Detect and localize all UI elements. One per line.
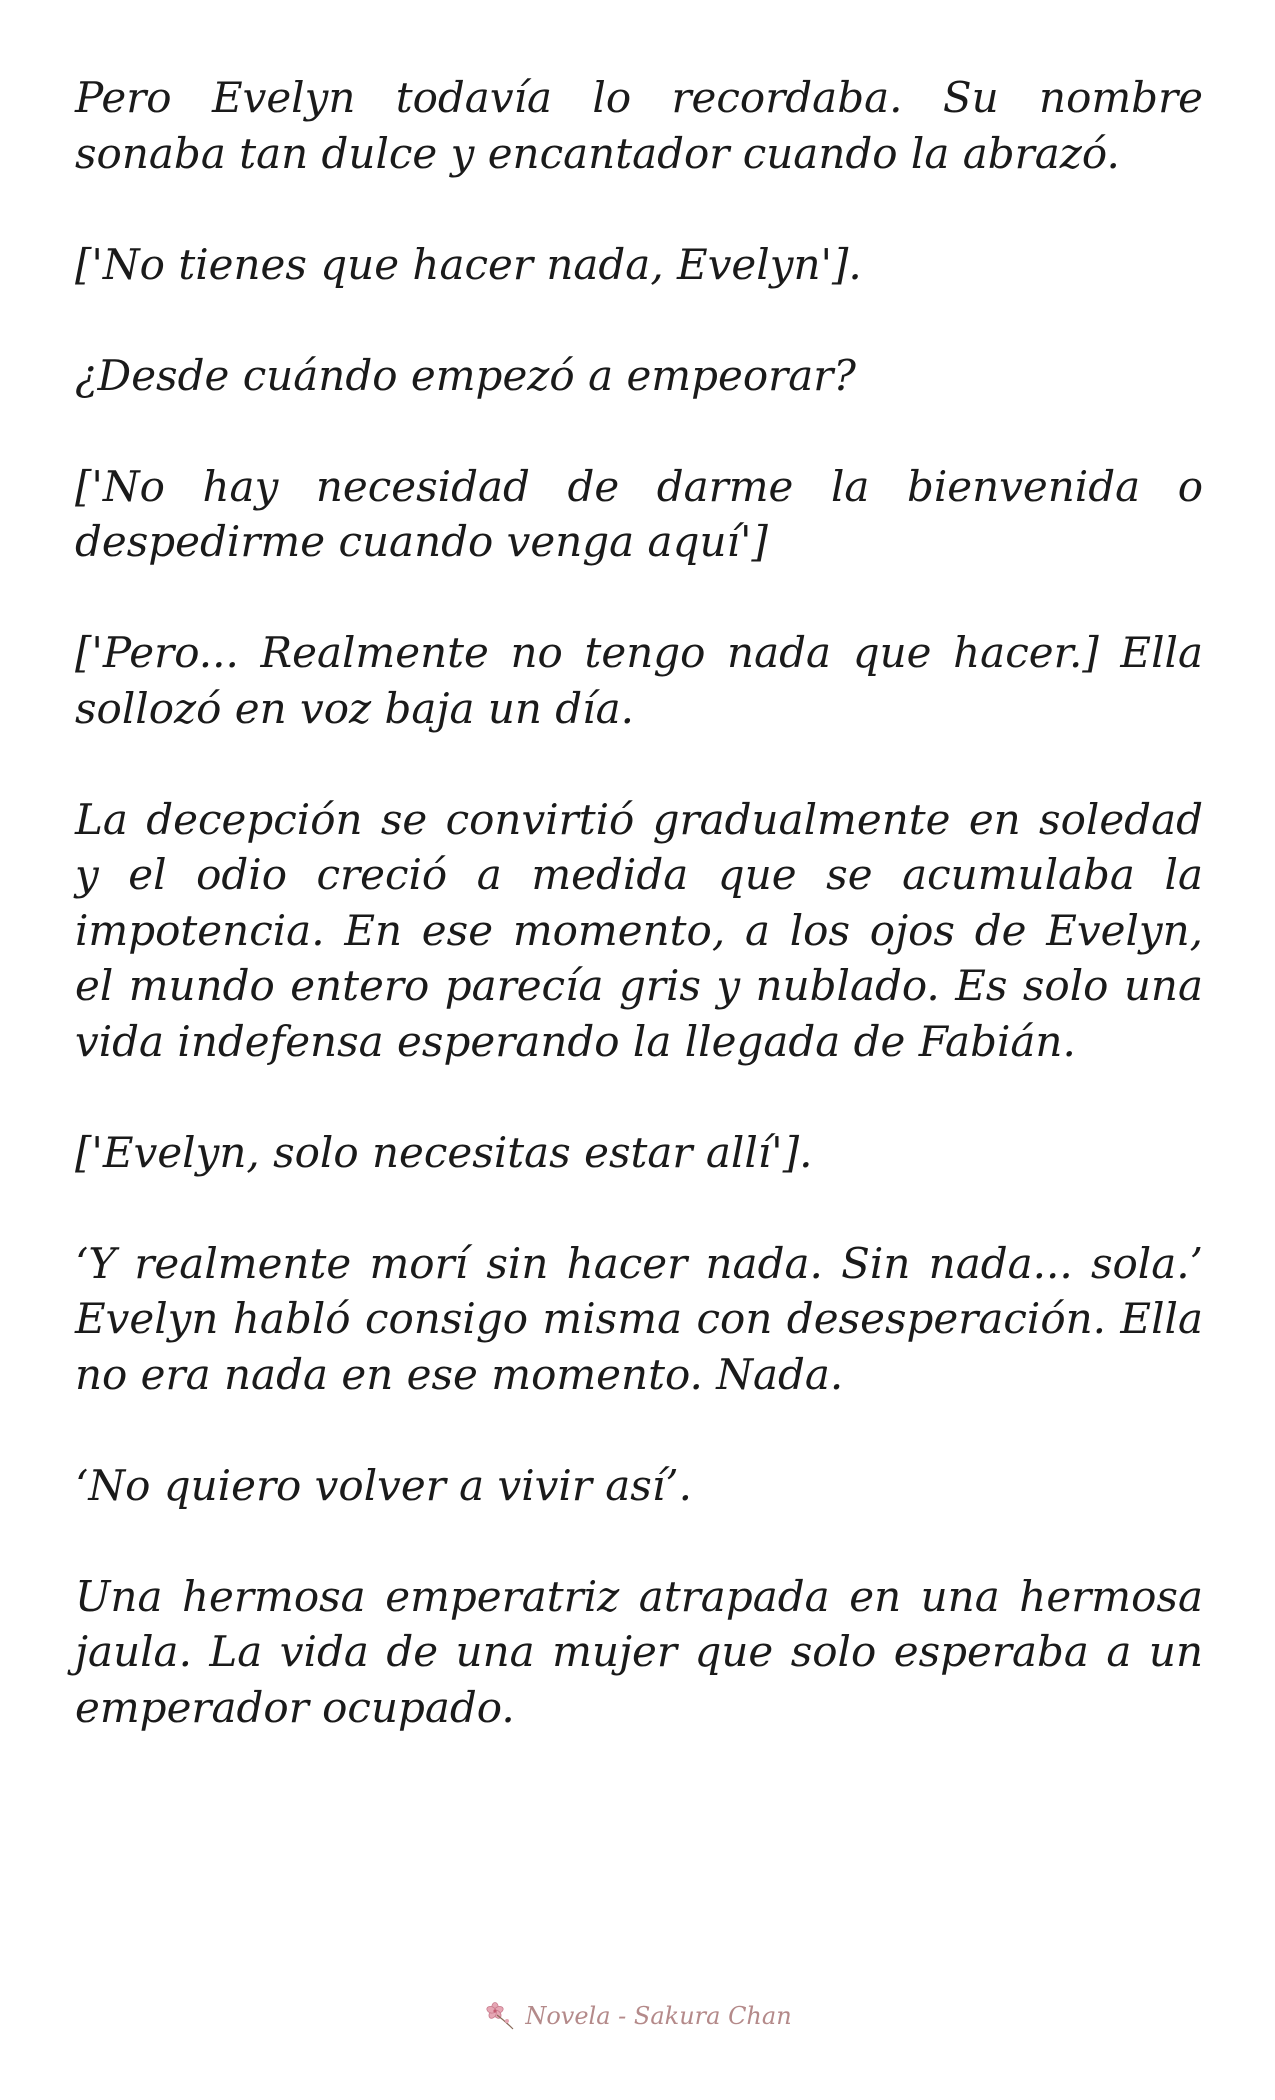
paragraph-6: La decepción se convirtió gradualmente en soledad y el odio creció a medida que se acumulaba la impotencia. En ese momento, a los ojos de Evelyn, el mundo entero parecía gris y nublado. Es solo una vida indefensa esperando la llegada de Fabián.: [75, 794, 1203, 1066]
sakura-flower-icon: [483, 1999, 517, 2033]
paragraph-10: Una hermosa emperatriz atrapada en una hermosa jaula. La vida de una mujer que solo esperaba a un emperador ocupado.: [75, 1571, 1203, 1732]
paragraph-1: Pero Evelyn todavía lo recordaba. Su nombre sonaba tan dulce y encantador cuando la abrazó.: [75, 73, 1203, 178]
paragraph-8: ‘Y realmente morí sin hacer nada. Sin nada... sola.’ Evelyn habló consigo misma con desesperación. Ella no era nada en ese momento. Nada.: [75, 1238, 1203, 1399]
document-page: [75, 70, 1203, 1791]
paragraph-5: ['Pero... Realmente no tengo nada que hacer.] Ella sollozó en voz baja un día.: [75, 628, 1203, 733]
footer-text: Novela - Sakura Chan: [525, 2002, 792, 2030]
paragraph-9: ‘No quiero volver a vivir así’.: [75, 1460, 692, 1510]
paragraph-4: ['No hay necesidad de darme la bienvenida o despedirme cuando venga aquí']: [75, 461, 1203, 566]
paragraph-7: ['Evelyn, solo necesitas estar allí'].: [75, 1127, 813, 1177]
paragraph-3: ¿Desde cuándo empezó a empeorar?: [75, 350, 856, 400]
paragraph-2: ['No tienes que hacer nada, Evelyn'].: [75, 239, 862, 289]
footer-watermark: [0, 1990, 1275, 2042]
